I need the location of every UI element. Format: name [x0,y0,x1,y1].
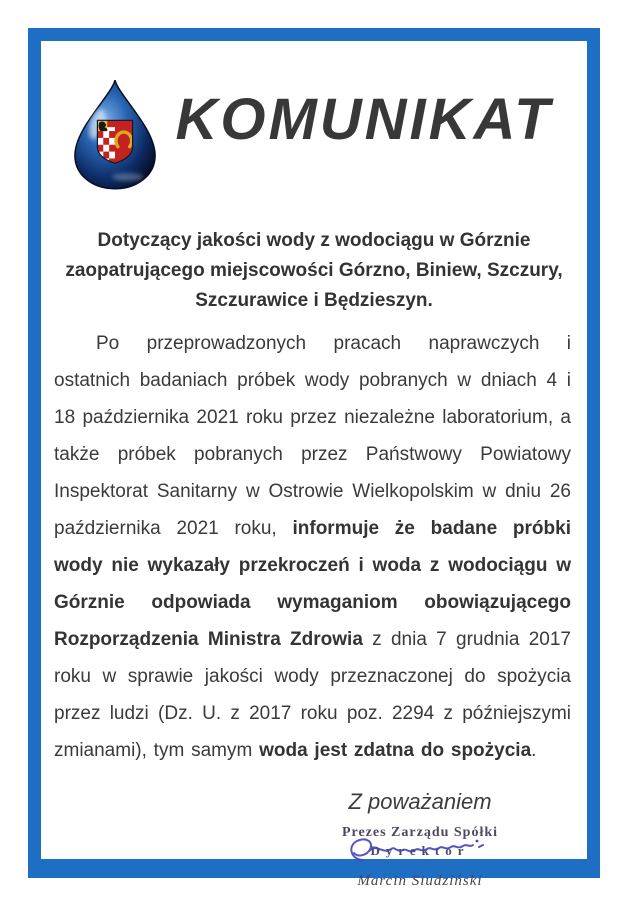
page-frame [28,28,600,889]
closing-salutation: Z poważaniem [348,789,492,814]
signatory-name: Marcin Siudziński [357,873,483,889]
subject-line-3: Szczurawice i Będzieszyn. [195,290,433,311]
document-title: KOMUNIKAT [175,87,553,152]
signature-block [295,789,545,890]
body-segment-3: z dnia 7 grudnia 2017 roku w sprawie jakości wody przeznaczonej do spożycia przez ludzi (Dz. U. z 2017 roku poz. 2294 z późniejszymi zmianami), tym samym [54,629,571,761]
official-stamp [295,825,545,890]
body-segment-2-bold: informuje że badane próbki wody nie wykazały przekroczeń i woda z wodociągu w Górznie odpowiada wymaganiom obowiązującego Rozporządzenia Ministra Zdrowia [54,518,571,650]
body-paragraph [54,325,571,769]
water-drop-logo [71,77,159,196]
body-segment-4-bold: woda jest zdatna do spożycia [259,740,532,761]
subject-line-2: zaopatrującego miejscowości Górzno, Biniew, Szczury, [65,260,563,281]
body-segment-1: Po przeprowadzonych pracach naprawczych i ostatnich badaniach próbek wody pobranych w dniach 4 i 18 października 2021 roku przez niezależne laboratorium, a także próbek pobranych przez Państwowy Powiatowy Inspektorat Sanitarny w Ostrowie Wielkopolskim w dniu 26 października 2021 roku, [54,333,571,539]
water-drop-coat-of-arms-icon [71,77,159,191]
header-row [41,41,587,196]
document-subject-heading [41,226,587,316]
stamp-title-line: Prezes Zarządu Spółki [341,825,499,840]
subject-line-1: Dotyczący jakości wody z wodociągu w Górznie [97,230,531,251]
stamp-director-line: Dyrektor [370,843,470,858]
body-segment-5: . [531,740,537,761]
